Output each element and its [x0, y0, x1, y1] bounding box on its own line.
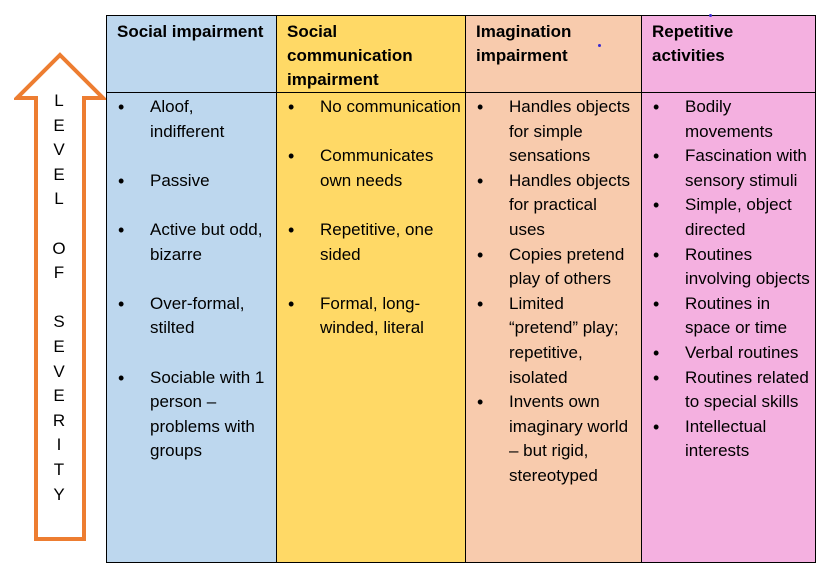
list-item — [642, 95, 815, 144]
list-item-text: Limited “pretend” play; repetitive, isolated — [509, 293, 619, 387]
list-item — [107, 218, 276, 267]
bullet-icon: • — [653, 97, 660, 117]
list-item-text: Verbal routines — [685, 342, 799, 362]
list-item — [466, 169, 641, 243]
autism-impairment-table — [106, 15, 816, 563]
list-item-text: Routines related to special skills — [685, 367, 809, 412]
stray-mark — [709, 14, 712, 17]
bullet-icon: • — [653, 416, 660, 437]
bullet-icon: • — [477, 244, 484, 265]
bullet-icon: • — [477, 97, 484, 117]
list-item-text: Communicates own needs — [320, 146, 434, 190]
list-item-text: Copies pretend play of others — [509, 244, 625, 289]
bullet-icon: • — [118, 97, 125, 117]
list-item — [107, 292, 276, 341]
severity-letter: E — [53, 337, 65, 356]
list-item — [466, 292, 641, 390]
bullet-icon: • — [653, 195, 660, 216]
list-item — [642, 193, 815, 242]
header-imagination: Imagination impairment — [466, 16, 642, 93]
bullet-icon: • — [118, 170, 125, 191]
severity-letter: E — [53, 164, 65, 184]
bullet-icon: • — [653, 146, 660, 167]
list-item-text: Handles objects for simple sensations — [509, 97, 630, 166]
list-item-text: Sociable with 1 person – problems with groups — [150, 367, 265, 461]
bullet-icon: • — [653, 244, 660, 265]
stray-mark — [598, 44, 601, 47]
severity-letter: O — [52, 238, 66, 258]
list-item — [466, 243, 641, 292]
severity-letter: S — [53, 312, 65, 332]
list-item-text: Over-formal, stilted — [150, 293, 245, 338]
list-item-text: Intellectual interests — [685, 416, 767, 461]
bullet-icon: • — [653, 342, 660, 363]
list-item-text: Invents own imaginary world – but rigid, stereotyped — [509, 392, 629, 485]
header-social-impairment: Social impairment — [107, 16, 277, 93]
bullet-icon: • — [288, 97, 295, 117]
severity-letter: V — [53, 361, 65, 381]
list-item — [642, 415, 815, 464]
severity-letter: L — [54, 189, 64, 209]
severity-letter: Y — [53, 484, 65, 504]
list-item-text: Formal, long-winded, literal — [320, 293, 424, 338]
list-item — [642, 341, 815, 366]
list-item — [642, 144, 815, 193]
list-item-text: Passive — [150, 170, 210, 190]
list-item-text: Simple, object directed — [685, 195, 792, 239]
severity-letter: V — [53, 140, 65, 160]
list-item — [642, 243, 815, 292]
bullet-icon: • — [288, 219, 295, 240]
bullet-icon: • — [118, 219, 125, 240]
list-item — [107, 366, 276, 464]
severity-letter: I — [56, 435, 62, 455]
severity-letter: F — [53, 263, 65, 283]
list-item-text: Fascination with sensory stimuli — [685, 146, 807, 190]
list-item — [277, 218, 465, 267]
cell-repetitive — [642, 93, 816, 563]
cell-social-communication — [277, 93, 466, 563]
list-item-text: Handles objects for practical uses — [509, 170, 630, 239]
header-social-communication: Social communication impairment — [277, 16, 466, 93]
bullet-icon: • — [477, 170, 484, 191]
severity-letter: E — [53, 115, 65, 135]
list-item-text: Repetitive, one sided — [320, 219, 434, 264]
header-row — [107, 16, 816, 93]
list-item — [642, 366, 815, 415]
cell-imagination — [466, 93, 642, 563]
list-item-text: Aloof, indifferent — [150, 97, 225, 141]
list-item — [642, 292, 815, 341]
bullet-icon: • — [477, 293, 484, 314]
severity-letter: R — [52, 410, 66, 430]
cell-social-impairment — [107, 93, 277, 563]
list-item-text: No communication — [320, 97, 461, 116]
severity-label — [44, 92, 74, 512]
content-row — [107, 93, 816, 563]
bullet-icon: • — [653, 293, 660, 314]
list-item — [466, 390, 641, 488]
severity-letter: E — [53, 386, 65, 406]
list-item-text: Routines involving objects — [685, 244, 810, 289]
bullet-icon: • — [288, 293, 295, 314]
bullet-icon: • — [288, 146, 295, 167]
list-item — [277, 95, 465, 120]
list-item-text: Routines in space or time — [685, 293, 788, 338]
bullet-icon: • — [118, 367, 125, 388]
list-item — [277, 292, 465, 341]
header-repetitive: Repetitive activities — [642, 16, 816, 93]
severity-letter: L — [54, 91, 64, 110]
severity-letter: T — [53, 460, 65, 479]
list-item-text: Bodily movements — [685, 97, 773, 141]
bullet-icon: • — [653, 367, 660, 388]
bullet-icon: • — [477, 392, 484, 413]
list-item — [107, 95, 276, 144]
list-item-text: Active but odd, bizarre — [150, 219, 263, 264]
list-item — [277, 144, 465, 193]
list-item — [107, 169, 276, 194]
bullet-icon: • — [118, 293, 125, 314]
list-item — [466, 95, 641, 169]
